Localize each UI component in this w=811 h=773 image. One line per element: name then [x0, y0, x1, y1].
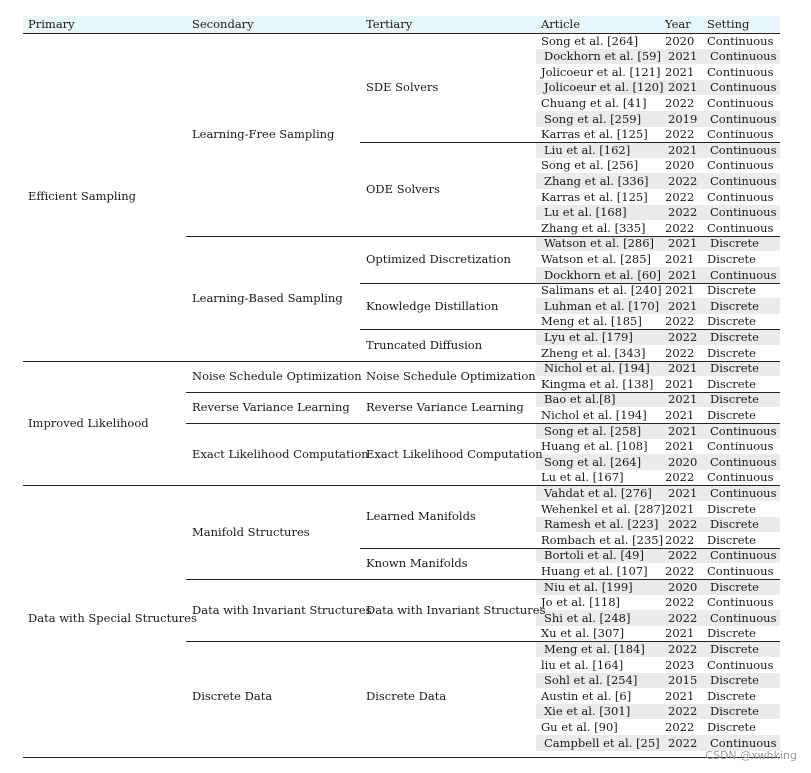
setting-cell: Discrete [710, 641, 759, 656]
year-cell: 2021 [665, 439, 695, 454]
secondary-group-label: Exact Likelihood Computation [192, 446, 369, 461]
article-cell: Song et al. [264] [544, 454, 642, 469]
tertiary-group-rule [360, 579, 780, 580]
setting-cell: Continuous [710, 454, 777, 469]
setting-cell: Continuous [707, 439, 774, 454]
year-cell: 2022 [665, 532, 695, 547]
year-cell: 2021 [668, 423, 698, 438]
tertiary-group-label: Optimized Discretization [366, 251, 511, 266]
article-cell: Huang et al. [108] [541, 439, 648, 454]
year-cell: 2021 [668, 49, 698, 64]
setting-cell: Continuous [710, 173, 777, 188]
year-cell: 2022 [668, 548, 698, 563]
year-cell: 2022 [668, 735, 698, 750]
tertiary-group-label: Exact Likelihood Computation [366, 446, 543, 461]
header-tertiary: Tertiary [366, 17, 413, 31]
setting-cell: Continuous [710, 49, 777, 64]
article-cell: Meng et al. [184] [544, 641, 645, 656]
article-cell: Meng et al. [185] [541, 314, 642, 329]
setting-cell: Discrete [710, 517, 759, 532]
year-cell: 2021 [668, 142, 698, 157]
setting-cell: Discrete [707, 251, 756, 266]
year-cell: 2022 [665, 314, 695, 329]
setting-cell: Discrete [710, 579, 759, 594]
article-cell: Wehenkel et al. [287] [541, 501, 666, 516]
tertiary-group-rule [360, 142, 780, 143]
setting-cell: Discrete [710, 704, 759, 719]
article-cell: Jo et al. [118] [541, 595, 621, 610]
tertiary-group-rule [360, 392, 780, 393]
tertiary-group-rule [360, 423, 780, 424]
watermark: CSDN @xwhking [705, 749, 797, 762]
year-cell: 2022 [665, 345, 695, 360]
article-cell: Bortoli et al. [49] [544, 548, 644, 563]
setting-cell: Continuous [710, 80, 777, 95]
setting-cell: Discrete [707, 532, 756, 547]
setting-cell: Discrete [710, 236, 759, 251]
article-cell: Bao et al.[8] [544, 392, 616, 407]
article-cell: Lu et al. [168] [544, 205, 627, 220]
article-cell: Xu et al. [307] [541, 626, 625, 641]
setting-cell: Continuous [707, 220, 774, 235]
article-cell: Zhang et al. [336] [544, 173, 649, 188]
tertiary-group-label: Noise Schedule Optimization [366, 368, 536, 383]
tertiary-group-label: Data with Invariant Structures [366, 602, 546, 617]
year-cell: 2020 [668, 454, 698, 469]
tertiary-group-label: Discrete Data [366, 688, 447, 703]
article-cell: Dockhorn et al. [59] [544, 49, 661, 64]
article-cell: Campbell et al. [25] [544, 735, 660, 750]
year-cell: 2020 [668, 579, 698, 594]
tertiary-group-rule [360, 548, 780, 549]
year-cell: 2022 [665, 95, 695, 110]
tertiary-group-rule [360, 641, 780, 642]
year-cell: 2021 [668, 485, 698, 500]
tertiary-group-label: ODE Solvers [366, 181, 440, 196]
tertiary-group-label: Truncated Diffusion [366, 337, 483, 352]
setting-cell: Continuous [710, 548, 777, 563]
year-cell: 2021 [668, 267, 698, 282]
article-cell: Dockhorn et al. [60] [544, 267, 661, 282]
year-cell: 2022 [668, 641, 698, 656]
article-cell: Jolicoeur et al. [121] [541, 64, 661, 79]
header-primary: Primary [28, 17, 75, 31]
tertiary-group-rule [360, 283, 780, 284]
secondary-group-label: Learning-Based Sampling [192, 290, 343, 305]
taxonomy-table [23, 16, 780, 758]
setting-cell: Discrete [707, 688, 756, 703]
secondary-group-label: Manifold Structures [192, 524, 310, 539]
article-cell: Xie et al. [301] [544, 704, 631, 719]
setting-cell: Discrete [707, 345, 756, 360]
setting-cell: Continuous [710, 610, 777, 625]
article-cell: Jolicoeur et al. [120] [544, 80, 664, 95]
year-cell: 2021 [668, 392, 698, 407]
header-article: Article [541, 17, 581, 31]
setting-cell: Continuous [707, 563, 774, 578]
primary-group-label: Data with Special Structures [28, 610, 197, 625]
secondary-group-label: Noise Schedule Optimization [192, 368, 362, 383]
setting-cell: Continuous [707, 470, 774, 485]
year-cell: 2022 [668, 704, 698, 719]
table-header-row [23, 16, 780, 33]
year-cell: 2021 [665, 64, 695, 79]
tertiary-group-label: Knowledge Distillation [366, 298, 499, 313]
tertiary-group-label: Reverse Variance Learning [366, 399, 524, 414]
setting-cell: Continuous [707, 189, 774, 204]
article-cell: Salimans et al. [240] [541, 283, 662, 298]
article-cell: Huang et al. [107] [541, 563, 648, 578]
year-cell: 2021 [665, 283, 695, 298]
article-cell: Song et al. [259] [544, 111, 642, 126]
article-cell: Song et al. [258] [544, 423, 642, 438]
setting-cell: Discrete [707, 626, 756, 641]
year-cell: 2021 [665, 626, 695, 641]
setting-cell: Continuous [707, 127, 774, 142]
year-cell: 2021 [665, 376, 695, 391]
article-cell: Zheng et al. [343] [541, 345, 646, 360]
article-cell: Nichol et al. [194] [544, 361, 650, 376]
secondary-group-label: Reverse Variance Learning [192, 399, 350, 414]
year-cell: 2019 [668, 111, 698, 126]
header-secondary: Secondary [192, 17, 254, 31]
year-cell: 2015 [668, 673, 698, 688]
year-cell: 2022 [665, 220, 695, 235]
article-cell: Luhman et al. [170] [544, 298, 660, 313]
article-cell: Karras et al. [125] [541, 189, 648, 204]
year-cell: 2021 [668, 80, 698, 95]
article-cell: Shi et al. [248] [544, 610, 631, 625]
setting-cell: Discrete [710, 361, 759, 376]
article-cell: Chuang et al. [41] [541, 95, 647, 110]
year-cell: 2021 [665, 251, 695, 266]
tertiary-group-label: SDE Solvers [366, 80, 439, 95]
year-cell: 2021 [665, 688, 695, 703]
setting-cell: Discrete [707, 283, 756, 298]
setting-cell: Continuous [710, 267, 777, 282]
header-year: Year [665, 17, 691, 31]
setting-cell: Continuous [710, 142, 777, 157]
tertiary-group-label: Known Manifolds [366, 555, 468, 570]
header-setting: Setting [707, 17, 750, 31]
year-cell: 2023 [665, 657, 695, 672]
year-cell: 2022 [668, 329, 698, 344]
tertiary-group-rule [360, 485, 780, 486]
setting-cell: Discrete [710, 329, 759, 344]
setting-cell: Discrete [707, 376, 756, 391]
setting-cell: Continuous [710, 485, 777, 500]
setting-cell: Discrete [707, 501, 756, 516]
year-cell: 2022 [665, 470, 695, 485]
setting-cell: Continuous [710, 205, 777, 220]
year-cell: 2022 [665, 719, 695, 734]
article-cell: Song et al. [256] [541, 158, 639, 173]
article-cell: Ramesh et al. [223] [544, 517, 659, 532]
article-cell: Vahdat et al. [276] [544, 485, 652, 500]
setting-cell: Continuous [710, 111, 777, 126]
setting-cell: Discrete [707, 314, 756, 329]
tertiary-group-rule [360, 236, 780, 237]
setting-cell: Continuous [707, 95, 774, 110]
article-cell: Austin et al. [6] [541, 688, 632, 703]
setting-cell: Continuous [707, 64, 774, 79]
article-cell: Lyu et al. [179] [544, 329, 633, 344]
setting-cell: Discrete [710, 673, 759, 688]
article-cell: Watson et al. [285] [541, 251, 652, 266]
setting-cell: Continuous [707, 158, 774, 173]
year-cell: 2022 [665, 563, 695, 578]
article-cell: Liu et al. [162] [544, 142, 631, 157]
article-cell: Rombach et al. [235] [541, 532, 664, 547]
year-cell: 2021 [668, 298, 698, 313]
year-cell: 2020 [665, 33, 695, 48]
setting-cell: Continuous [710, 735, 777, 750]
article-cell: Song et al. [264] [541, 33, 639, 48]
article-cell: Gu et al. [90] [541, 719, 618, 734]
year-cell: 2022 [668, 517, 698, 532]
article-cell: liu et al. [164] [541, 657, 624, 672]
primary-group-label: Efficient Sampling [28, 189, 136, 204]
secondary-group-label: Learning-Free Sampling [192, 126, 335, 141]
year-cell: 2021 [665, 501, 695, 516]
setting-cell: Continuous [707, 657, 774, 672]
setting-cell: Discrete [707, 719, 756, 734]
setting-cell: Continuous [707, 595, 774, 610]
setting-cell: Discrete [710, 392, 759, 407]
year-cell: 2022 [668, 173, 698, 188]
primary-group-label: Improved Likelihood [28, 415, 149, 430]
year-cell: 2020 [665, 158, 695, 173]
year-cell: 2022 [665, 189, 695, 204]
tertiary-group-rule [360, 329, 780, 330]
article-cell: Lu et al. [167] [541, 470, 624, 485]
article-cell: Watson et al. [286] [544, 236, 655, 251]
year-cell: 2022 [665, 595, 695, 610]
article-cell: Zhang et al. [335] [541, 220, 646, 235]
year-cell: 2022 [668, 610, 698, 625]
year-cell: 2021 [668, 361, 698, 376]
article-cell: Kingma et al. [138] [541, 376, 654, 391]
setting-cell: Continuous [707, 33, 774, 48]
article-cell: Nichol et al. [194] [541, 407, 647, 422]
article-cell: Sohl et al. [254] [544, 673, 638, 688]
setting-cell: Discrete [710, 298, 759, 313]
tertiary-group-rule [360, 361, 780, 362]
year-cell: 2022 [668, 205, 698, 220]
secondary-group-label: Data with Invariant Structures [192, 602, 372, 617]
tertiary-group-label: Learned Manifolds [366, 509, 476, 524]
year-cell: 2022 [665, 127, 695, 142]
bottom-rule [23, 757, 780, 758]
setting-cell: Discrete [707, 407, 756, 422]
article-cell: Niu et al. [199] [544, 579, 633, 594]
year-cell: 2021 [665, 407, 695, 422]
article-cell: Karras et al. [125] [541, 127, 648, 142]
setting-cell: Continuous [710, 423, 777, 438]
year-cell: 2021 [668, 236, 698, 251]
secondary-group-label: Discrete Data [192, 688, 273, 703]
